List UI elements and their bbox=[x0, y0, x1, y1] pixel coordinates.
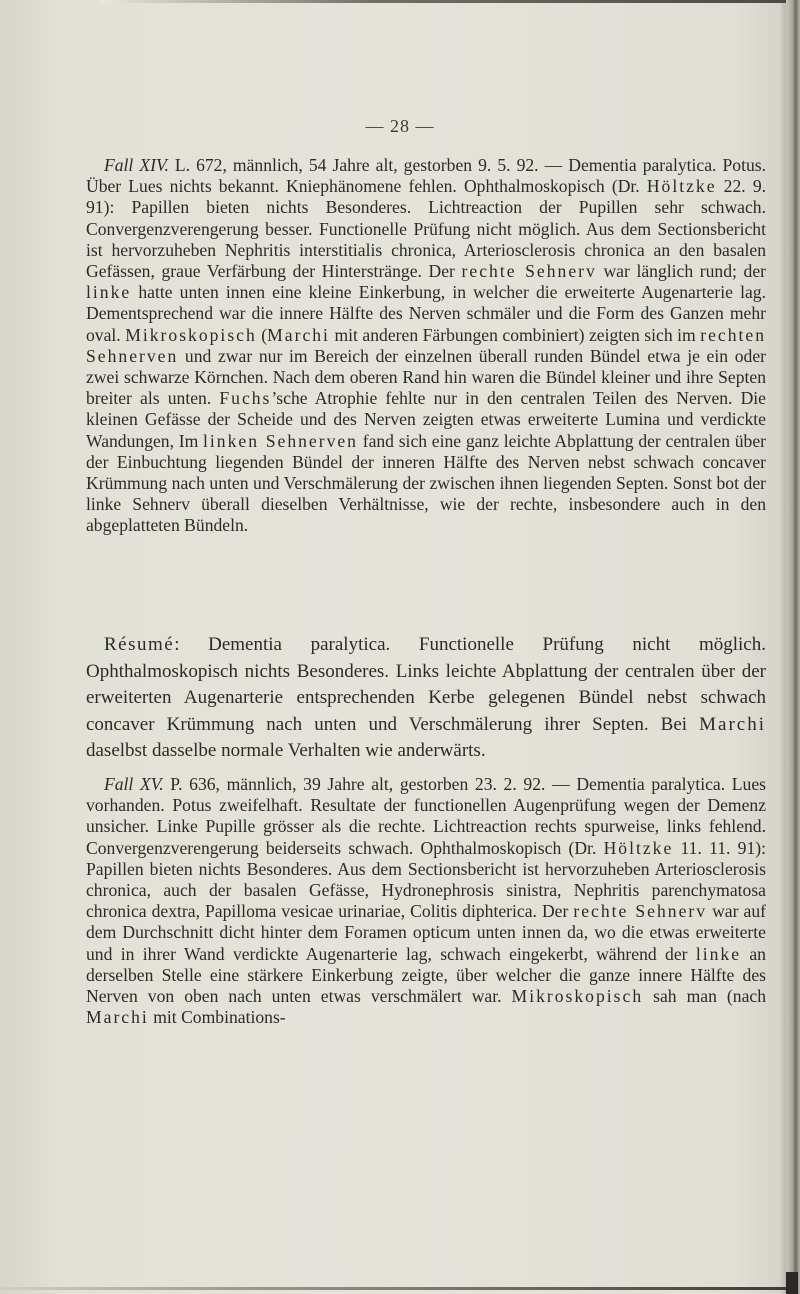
name-marchi: Marchi bbox=[86, 1007, 149, 1028]
top-edge-rule bbox=[100, 0, 790, 3]
case-xiv-text-5: mit anderen Färbungen combiniert) zeigten sich im bbox=[329, 324, 701, 345]
name-hoeltzke: Höltzke bbox=[603, 837, 674, 858]
page-right-edge bbox=[786, 0, 800, 1294]
case-xiv-text-1: 22. 9. 91): Papillen bieten nichts Besonderes. Lichtreaction der Pupillen sehr schwach. Convergenzverengerung besser. Functionelle Prüfung nicht möglich. Aus dem Sectionsbericht ist hervorzuheben Nephritis interstitialis chronica, Arteriosclerosis chronica an den basalen Gefässen, graue Verfärbung der Hinterstränge. Der bbox=[86, 176, 767, 282]
case-xiv-intro: L. 672, männlich, 54 Jahre alt, gestorben 9. 5. 92. — Dementia paralytica. Potus. Über Lues nichts bekannt. Kniephänomene fehlen. Ophthalmoskopisch (Dr. bbox=[86, 155, 767, 197]
spaced-linke: linke bbox=[695, 943, 742, 964]
case-xiv-text-8: fand sich eine ganz leichte Abplattung der centralen über der Einbuchtung liegenden Bündel der inneren Hälfte des Nerven nebst schwach concaver Krümmung nach unten und Verschmälerung der zwischen ihnen liegenden Septen. Sonst bot der linke Sehnerv überall dieselben Verhältnisse, wie der rechte, insbesondere auch in den abgeplatteten Bündeln. bbox=[86, 430, 766, 536]
spaced-rechte-sehnerv: rechte Sehnerv bbox=[573, 901, 708, 922]
page-number: — 28 — bbox=[365, 116, 435, 136]
case-xiv-text-2: war länglich rund; der bbox=[596, 261, 766, 282]
case-xiv-text-3: hatte unten innen eine kleine Einkerbung, in welcher die erweiterte Augenarterie lag. Dementsprechend war die innere Hälfte des Nerven schmäler und die Form des Ganzen mehr oval. bbox=[86, 282, 766, 345]
resume-text-1: : Dementia paralytica. Functionelle Prüfung nicht möglich. Ophthalmoskopisch nichts Besonderes. Links leichte Abplattung der centralen über der erweiterten Augenarterie entsprechenden Kerbe gelegenen Bündel nebst schwach concaver Krümmung nach unten und Verschmälerung ihrer Septen. Bei bbox=[86, 634, 766, 735]
case-xv-text-4: sah man (nach bbox=[643, 986, 766, 1007]
spaced-linken-sehnerven: linken Sehnerven bbox=[203, 430, 358, 451]
spaced-mikroskopisch: Mikroskopisch bbox=[511, 986, 644, 1007]
name-marchi: Marchi bbox=[699, 713, 766, 735]
case-xiv-text-4: ( bbox=[256, 324, 268, 345]
case-xv-paragraph bbox=[86, 774, 766, 1028]
spaced-rechte-sehnerv: rechte Sehnerv bbox=[461, 261, 597, 282]
case-xv-text-2: war auf dem Durchschnitt dicht hinter dem Foramen opticum unten innen da, wo die etwas erweiterte und in ihrer Wand verdickte Augenarterie lag, schwach eingekerbt, während der bbox=[86, 901, 766, 964]
name-marchi: Marchi bbox=[267, 324, 330, 345]
spaced-mikroskopisch: Mikroskopisch bbox=[125, 324, 257, 345]
case-xiv-text-6: und zwar nur im Bereich der einzelnen überall runden Bündel etwa je ein oder zwei schwarze Körnchen. Nach dem oberen Rand hin waren die Bündel kleiner und ihre Septen breiter als unten. bbox=[86, 345, 766, 409]
corner-mark bbox=[786, 1272, 798, 1294]
case-xv-intro: P. 636, männlich, 39 Jahre alt, gestorben 23. 2. 92. — Dementia paralytica. Lues vorhanden. Potus zweifelhaft. Resultate der functionellen Augenprüfung wegen der Demenz unsicher. Linke Pupille grösser als die rechte. Lichtreaction rechts spurweise, links fehlend. Convergenzverengerung beiderseits schwach. Ophthalmoskopisch (Dr. bbox=[86, 774, 766, 858]
name-fuchs: Fuchs bbox=[219, 388, 272, 409]
case-xv-text-1: 11. 11. 91): Papillen bieten nichts Besonderes. Aus dem Sectionsbericht ist hervorzuheben Arteriosclerosis chronica, auch der basalen Gefässe, Hydronephrosis sinistra, Nephritis parenchymatosa chronica dextra, Papilloma vesicae urinariae, Colitis diphterica. Der bbox=[86, 837, 766, 922]
bottom-edge-rule bbox=[0, 1287, 786, 1290]
resume-text-2: daselbst dasselbe normale Verhalten wie anderwärts. bbox=[86, 740, 486, 761]
case-xv-text-3: an derselben Stelle eine stärkere Einkerbung zeigte, über welcher die ganze innere Hälfte des Nerven von oben nach unten etwas verschmälert war. bbox=[86, 943, 766, 1007]
resume-label: Résumé bbox=[104, 634, 175, 655]
case-xiv-label: Fall XIV. bbox=[104, 155, 169, 175]
case-xv-label: Fall XV. bbox=[104, 774, 164, 794]
name-hoeltzke: Höltzke bbox=[646, 176, 717, 197]
resume-paragraph bbox=[86, 632, 766, 765]
spaced-rechten-sehnerven: rechten Sehnerven bbox=[86, 324, 766, 366]
spaced-linke: linke bbox=[86, 282, 132, 303]
case-xv-text-5: mit Combinations- bbox=[148, 1007, 286, 1028]
case-xiv-text-7: ’sche Atrophie fehlte nur in den centralen Teilen des Nerven. Die kleinen Gefässe der Scheide und des Nerven zeigten etwas erweiterte Lumina und verdickte Wandungen, Im bbox=[86, 388, 766, 451]
case-xiv-paragraph bbox=[86, 155, 766, 537]
